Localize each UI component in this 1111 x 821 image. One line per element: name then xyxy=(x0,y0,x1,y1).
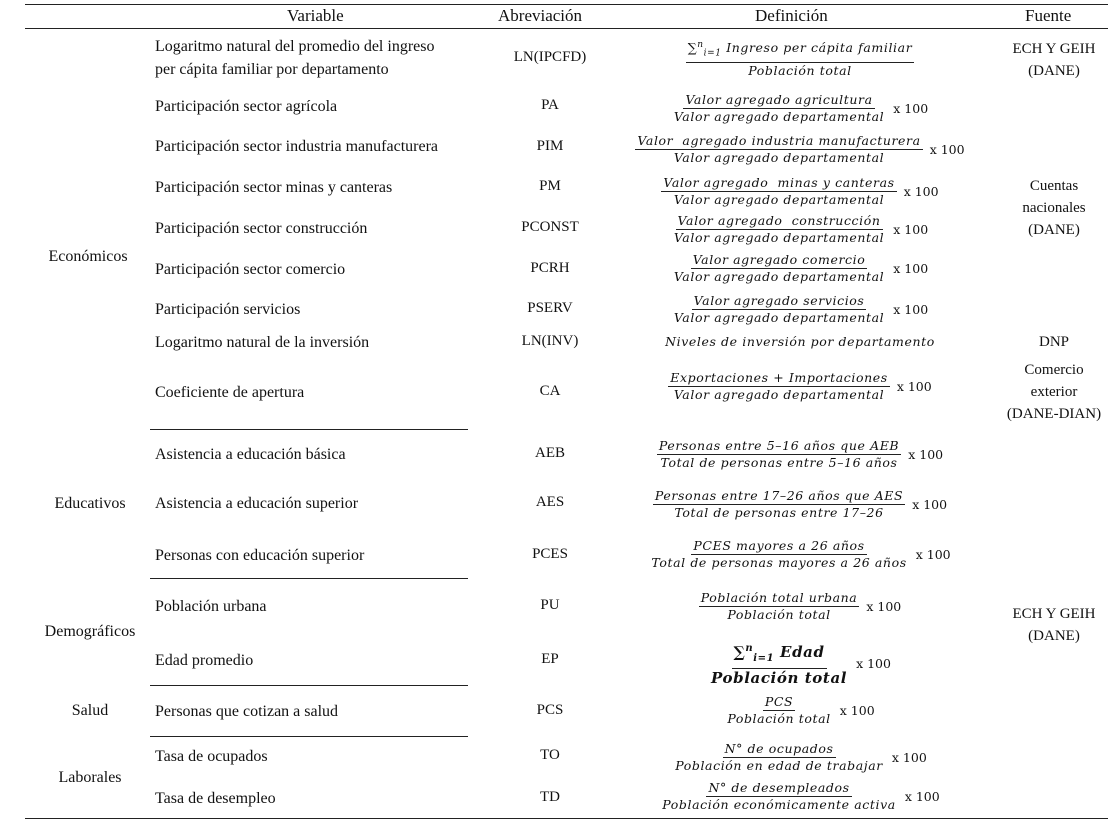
summation-symbol: ∑ xyxy=(733,643,746,661)
header-abreviacion: Abreviación xyxy=(498,6,583,25)
numerator: Personas entre 5–16 años que AEB xyxy=(658,438,900,453)
fraction xyxy=(672,253,886,284)
fraction xyxy=(686,38,915,78)
group-rule-educativos xyxy=(150,429,468,430)
definition-formula xyxy=(600,134,1000,165)
group-rule-salud xyxy=(150,685,468,686)
denominator: Población total xyxy=(748,62,852,78)
abbreviation: LN(INV) xyxy=(521,333,579,349)
header-rule xyxy=(25,28,1108,29)
numerator: PCES mayores a 26 años xyxy=(693,538,865,553)
numerator xyxy=(686,38,915,63)
variable-label: Edad promedio xyxy=(155,652,254,669)
variable-line: per cápita familiar por departamento xyxy=(155,61,389,78)
denominator: Valor agregado departamental xyxy=(673,150,885,165)
variable-label: Asistencia a educación básica xyxy=(155,446,346,463)
denominator: Valor agregado departamental xyxy=(673,269,885,284)
definition-formula xyxy=(600,640,1000,687)
definition-formula xyxy=(600,214,1000,245)
denominator: Población en edad de trabajar xyxy=(675,758,883,773)
category-laborales: Laborales xyxy=(58,769,122,786)
multiplier: x 100 xyxy=(929,142,965,157)
fraction xyxy=(653,489,905,520)
top-rule xyxy=(25,4,1108,5)
definition-formula xyxy=(600,781,1000,812)
denominator: Valor agregado departamental xyxy=(673,387,885,402)
variable-label: Participación servicios xyxy=(155,301,301,318)
fraction xyxy=(672,93,886,124)
source-line: (DANE-DIAN) xyxy=(1006,406,1102,422)
fraction xyxy=(668,371,890,402)
denominator: Valor agregado departamental xyxy=(673,192,885,207)
abbreviation: EP xyxy=(541,651,559,667)
variable-label: Personas con educación superior xyxy=(155,547,365,564)
denominator: Total de personas entre 5–16 años xyxy=(660,455,898,470)
denominator: Valor agregado departamental xyxy=(673,230,885,245)
fraction xyxy=(725,695,832,726)
definition-plain: Niveles de inversión por departamento xyxy=(665,334,935,349)
multiplier: x 100 xyxy=(893,101,929,116)
denominator: Valor agregado departamental xyxy=(673,310,885,325)
definition-formula xyxy=(600,38,1000,78)
denominator: Total de personas entre 17–26 xyxy=(674,505,884,520)
numerator: Población total urbana xyxy=(700,590,858,605)
abbreviation: PCONST xyxy=(521,219,579,235)
numerator: N° de desempleados xyxy=(708,780,850,795)
variable-label: Participación sector comercio xyxy=(155,261,346,278)
abbreviation: PU xyxy=(540,597,560,613)
variable-label: Participación sector construcción xyxy=(155,220,368,237)
variable-label: Logaritmo natural de la inversión xyxy=(155,334,370,351)
variable-label: Participación sector agrícola xyxy=(155,98,338,115)
group-rule-laborales xyxy=(150,736,468,737)
definition-text xyxy=(600,334,1000,349)
sum-lower: i=1 xyxy=(703,48,722,59)
multiplier: x 100 xyxy=(912,497,948,512)
fraction xyxy=(672,294,886,325)
source-ech-geih-top xyxy=(1000,38,1108,82)
source-line: ECH Y GEIH xyxy=(1012,41,1096,57)
denominator: Total de personas mayores a 26 años xyxy=(651,555,907,570)
sum-upper: n xyxy=(745,643,754,654)
source-line: (DANE) xyxy=(1028,222,1080,238)
multiplier: x 100 xyxy=(904,789,940,804)
variable-label: Población urbana xyxy=(155,598,267,615)
source-cuentas-nacionales xyxy=(1000,175,1108,241)
definition-formula xyxy=(600,695,1000,726)
multiplier: x 100 xyxy=(896,379,932,394)
abbreviation: PCRH xyxy=(530,260,570,276)
source-comercio-exterior xyxy=(1000,359,1108,425)
fraction xyxy=(649,539,908,570)
abbreviation: PIM xyxy=(536,138,564,154)
definition-formula xyxy=(600,742,1000,773)
abbreviation: PCS xyxy=(536,702,564,718)
denominator: Población económicamente activa xyxy=(662,797,896,812)
abbreviation: AES xyxy=(535,494,565,510)
fraction xyxy=(709,640,849,687)
source-line: Comercio xyxy=(1024,362,1084,378)
fraction xyxy=(657,439,901,470)
abbreviation: AEB xyxy=(535,445,565,461)
source-dnp: DNP xyxy=(1038,334,1069,350)
abbreviation: TO xyxy=(540,747,560,763)
variable-label: Participación sector industria manufacturera xyxy=(155,138,438,155)
fraction xyxy=(660,781,898,812)
numerator: N° de ocupados xyxy=(724,741,834,756)
numerator-text: Ingreso per cápita familiar xyxy=(726,40,913,56)
definition-formula xyxy=(600,253,1000,284)
multiplier: x 100 xyxy=(915,547,951,562)
multiplier: x 100 xyxy=(893,222,929,237)
source-line: ECH Y GEIH xyxy=(1012,606,1096,622)
category-educativos: Educativos xyxy=(54,495,126,512)
definition-formula xyxy=(600,93,1000,124)
definition-formula xyxy=(600,439,1000,470)
variable-label: Personas que cotizan a salud xyxy=(155,703,339,720)
multiplier: x 100 xyxy=(893,302,929,317)
multiplier: x 100 xyxy=(891,750,927,765)
numerator xyxy=(732,640,827,669)
numerator: Valor agregado construcción xyxy=(677,213,881,228)
numerator-text: Edad xyxy=(780,643,825,661)
header-variable: Variable xyxy=(287,6,344,25)
abbreviation: PM xyxy=(539,178,561,194)
definition-formula xyxy=(600,176,1000,207)
abbreviation: PSERV xyxy=(527,300,573,316)
definition-formula xyxy=(600,489,1000,520)
multiplier: x 100 xyxy=(908,447,944,462)
summation-symbol: ∑ xyxy=(687,40,698,56)
category-demograficos: Demográficos xyxy=(44,623,136,640)
numerator: Exportaciones + Importaciones xyxy=(670,370,888,385)
sum-lower: i=1 xyxy=(753,653,775,664)
variable-label xyxy=(155,35,434,81)
bottom-rule xyxy=(25,818,1108,819)
source-line: Cuentas xyxy=(1029,178,1079,194)
category-salud: Salud xyxy=(71,702,109,719)
category-economicos: Económicos xyxy=(48,248,128,265)
multiplier: x 100 xyxy=(903,184,939,199)
source-line: (DANE) xyxy=(1028,63,1080,79)
header-fuente: Fuente xyxy=(1025,6,1072,25)
numerator: Valor agregado industria manufacturera xyxy=(637,133,921,148)
fraction xyxy=(673,742,885,773)
numerator: Valor agregado comercio xyxy=(692,252,866,267)
abbreviation: TD xyxy=(540,789,560,805)
variable-line: Logaritmo natural del promedio del ingreso xyxy=(155,38,435,55)
abbreviation: LN(IPCFD) xyxy=(513,49,587,65)
abbreviation: PCES xyxy=(532,546,568,562)
definition-formula xyxy=(600,591,1000,622)
variable-label: Asistencia a educación superior xyxy=(155,495,359,512)
denominator: Población total xyxy=(727,607,831,622)
multiplier: x 100 xyxy=(856,656,891,671)
numerator: Personas entre 17–26 años que AES xyxy=(654,488,904,503)
abbreviation: CA xyxy=(539,383,561,399)
fraction xyxy=(672,214,886,245)
numerator: Valor agregado servicios xyxy=(693,293,865,308)
fraction xyxy=(661,176,896,207)
definition-formula xyxy=(600,294,1000,325)
numerator: Valor agregado agricultura xyxy=(685,92,873,107)
variable-label: Participación sector minas y canteras xyxy=(155,179,393,196)
variable-label: Tasa de desempleo xyxy=(155,790,276,807)
source-line: nacionales xyxy=(1022,200,1086,216)
group-rule-demograficos xyxy=(150,578,468,579)
definition-formula xyxy=(600,539,1000,570)
header-definicion: Definición xyxy=(755,6,828,25)
variable-label: Tasa de ocupados xyxy=(155,748,268,765)
variable-label: Coeficiente de apertura xyxy=(155,384,305,401)
multiplier: x 100 xyxy=(893,261,929,276)
multiplier: x 100 xyxy=(839,703,875,718)
denominator: Población total xyxy=(727,711,831,726)
denominator: Población total xyxy=(711,669,848,687)
numerator: PCS xyxy=(764,694,794,709)
source-line: exterior xyxy=(1030,384,1078,400)
source-ech-geih-bottom xyxy=(1000,603,1108,647)
source-line: (DANE) xyxy=(1028,628,1080,644)
sum-upper: n xyxy=(697,40,704,50)
denominator: Valor agregado departamental xyxy=(673,109,885,124)
definition-formula xyxy=(600,371,1000,402)
abbreviation: PA xyxy=(541,97,559,113)
fraction xyxy=(699,591,860,622)
numerator: Valor agregado minas y canteras xyxy=(663,175,895,190)
multiplier: x 100 xyxy=(866,599,902,614)
fraction xyxy=(635,134,922,165)
